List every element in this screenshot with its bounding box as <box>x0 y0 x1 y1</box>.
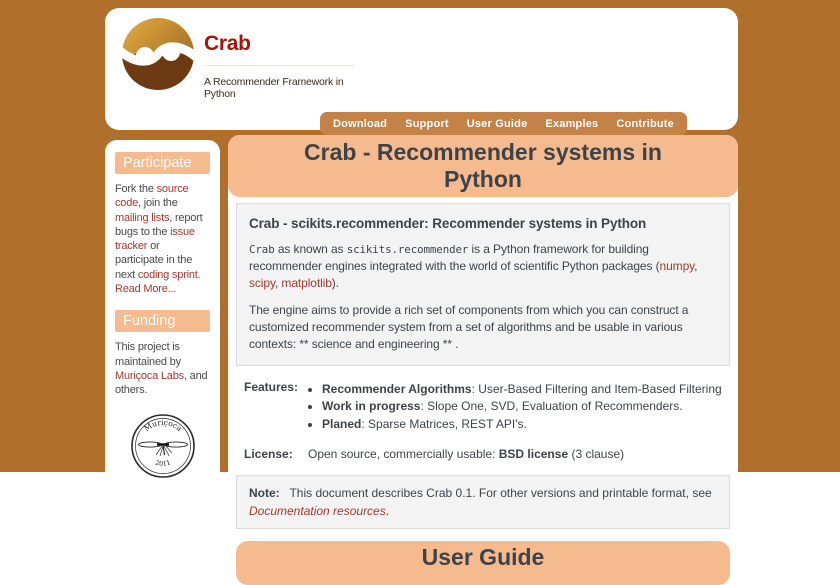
feature-0-rest: : User-Based Filtering and Item-Based Filtering <box>471 382 722 397</box>
source-code-link[interactable]: source code <box>115 183 189 210</box>
nav-item-support[interactable]: Support <box>405 117 449 130</box>
participate-text-1: Fork the <box>115 183 157 195</box>
license-text-1: Open source, commercially usable: <box>308 446 499 461</box>
feature-0-bold: Recommender Algorithms <box>322 382 472 397</box>
nav-item-contribute[interactable]: Contribute <box>616 117 674 130</box>
feature-item <box>322 398 730 414</box>
participate-text-2: , join the <box>138 197 178 210</box>
main-content <box>228 135 738 570</box>
feature-item <box>322 416 730 432</box>
license-label: License: <box>244 446 293 461</box>
funding-text <box>115 340 210 397</box>
note-text-1: This document describes Crab 0.1. For other versions and printable format, see <box>279 485 715 500</box>
stamp-bottom-text: 2011 <box>153 458 172 468</box>
funding-text-2: and others. <box>115 369 208 397</box>
read-more-link[interactable]: Read More... <box>115 283 177 296</box>
muricoca-labs-link[interactable]: Muriçoca Labs, <box>115 369 187 382</box>
user-guide-heading-box <box>236 541 730 585</box>
intro-p1-sep-1: , <box>694 259 698 274</box>
sidebar-heading-participate: Participate <box>115 152 210 174</box>
license-row <box>244 447 730 461</box>
feature-2-rest: : Sparse Matrices, REST API's. <box>361 416 527 431</box>
license-text <box>308 447 730 461</box>
license-text-2: (3 clause) <box>568 446 625 461</box>
numpy-link[interactable]: numpy <box>659 259 695 274</box>
license-bsd-bold: BSD license <box>498 446 569 461</box>
muricoca-stamp <box>115 412 210 485</box>
site-title: Crab <box>204 32 354 66</box>
participate-text-4: or participate in the next <box>115 240 193 281</box>
feature-item <box>322 381 730 397</box>
mailing-lists-link[interactable]: mailing lists <box>115 211 170 224</box>
features-row <box>244 380 730 433</box>
stamp-top-text: Muriçoca <box>142 417 184 433</box>
intro-p1-sep-2: , <box>274 276 282 291</box>
feature-1-rest: : Slope One, SVD, Evaluation of Recommenders. <box>420 399 683 414</box>
sidebar-heading-funding: Funding <box>115 310 210 332</box>
documentation-resources-link[interactable]: Documentation resources <box>249 503 386 518</box>
page-title-box <box>228 135 738 197</box>
features-label: Features: <box>244 380 299 395</box>
intro-paragraph-1 <box>249 241 717 292</box>
note-text-2: . <box>385 503 390 518</box>
nav-item-download[interactable]: Download <box>333 117 388 130</box>
content-area <box>228 197 738 585</box>
sidebar <box>105 140 220 480</box>
main-nav <box>320 112 687 135</box>
site-tagline: A Recommender Framework in Python <box>204 76 344 100</box>
site-identity <box>204 32 354 100</box>
feature-2-bold: Planed <box>322 416 362 431</box>
issue-tracker-link[interactable]: issue tracker <box>115 225 195 253</box>
page-title: Crab - Recommender systems in Python <box>304 138 662 192</box>
features-list <box>308 380 730 433</box>
intro-box <box>236 203 730 366</box>
intro-p1-text-2: is a Python framework for building recommender engines integrated with the world of scientific Python packages ( <box>249 242 660 274</box>
funding-text-1: This project is maintained by <box>115 341 181 368</box>
participate-text-3: , report bugs to the <box>115 211 203 238</box>
code-scikits-recommender: scikits.recommender <box>346 243 469 256</box>
scipy-link[interactable]: scipy <box>249 276 275 291</box>
matplotlib-link[interactable]: matplotlib <box>281 276 332 291</box>
note-box <box>236 475 730 529</box>
code-crab: Crab <box>249 243 275 256</box>
participate-text <box>115 182 210 296</box>
user-guide-heading: User Guide <box>421 543 545 570</box>
mosquito-stamp-icon <box>129 412 197 480</box>
nav-item-user-guide[interactable]: User Guide <box>466 117 528 130</box>
crab-logo[interactable] <box>115 12 201 98</box>
coding-sprint-link[interactable]: coding sprint <box>137 268 198 281</box>
nav-item-examples[interactable]: Examples <box>545 117 599 130</box>
intro-p1-text-1: as known as <box>274 242 347 256</box>
intro-heading: Crab - scikits.recommender: Recommender systems in Python <box>249 216 647 231</box>
note-label: Note: <box>249 485 280 500</box>
intro-p1-text-3: ). <box>331 276 339 291</box>
participate-text-5: . <box>197 268 201 281</box>
crab-logo-icon <box>115 12 201 98</box>
intro-paragraph-2: The engine aims to provide a rich set of components from which you can construct a customized recommender system from a set of algorithms and be usable in various contexts: ** science and engineering ** . <box>249 303 689 352</box>
feature-1-bold: Work in progress <box>322 399 421 414</box>
